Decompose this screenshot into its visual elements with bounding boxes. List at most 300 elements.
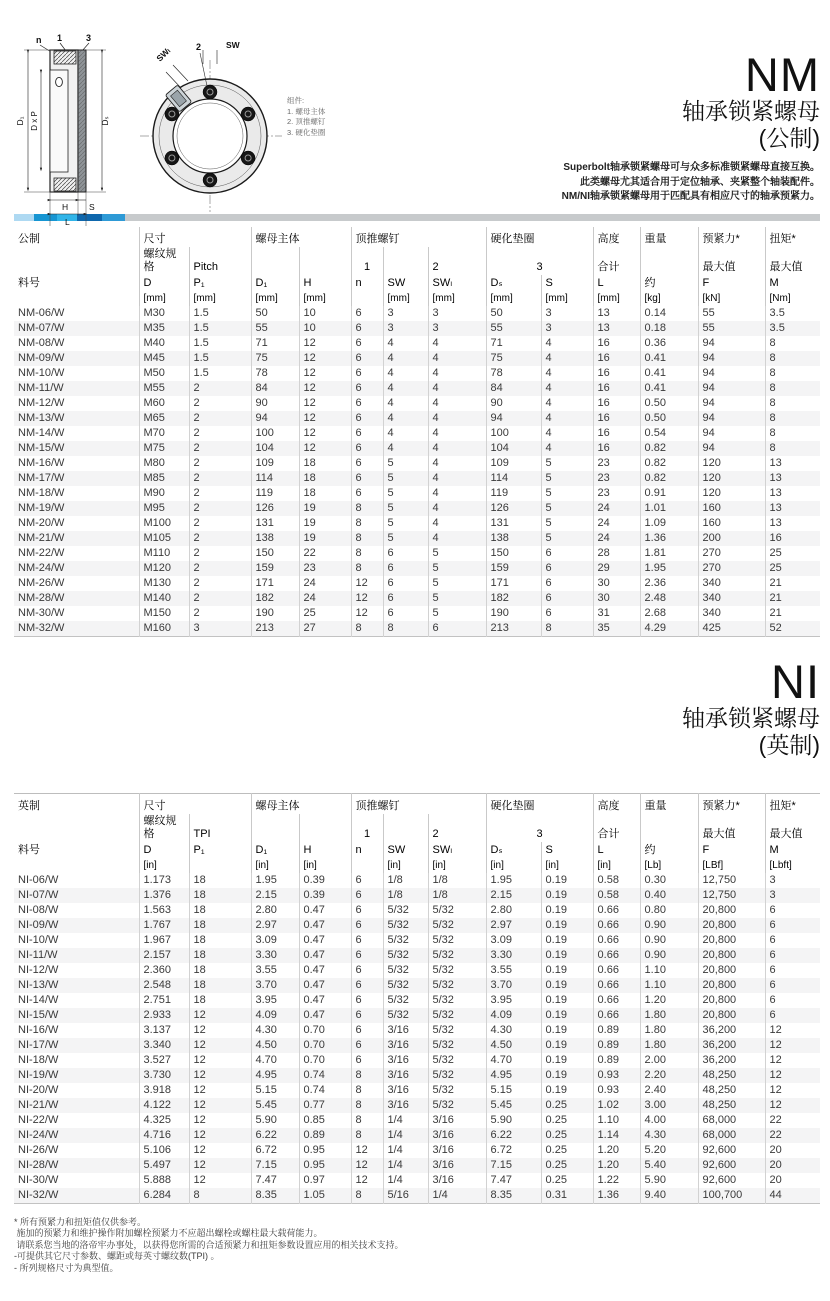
nm-description-line: NM/NI轴承锁紧螺母用于匹配具有相应尺寸的轴承预紧力。 <box>561 191 820 202</box>
table-row <box>14 933 820 948</box>
cell: 5 <box>383 501 428 516</box>
cell: 0.77 <box>299 1098 351 1113</box>
cell: 6 <box>351 948 383 963</box>
header-washer-group: 硬化垫圈 <box>486 794 593 814</box>
subheader-max-f: 最大值 <box>698 814 765 842</box>
footnotes <box>14 1217 816 1275</box>
cell: 1.22 <box>593 1173 640 1188</box>
cell: 6.72 <box>486 1143 541 1158</box>
cell: 8.35 <box>251 1188 299 1204</box>
cell: 4 <box>428 516 486 531</box>
cell: 5 <box>541 516 593 531</box>
cell: 27 <box>299 621 351 637</box>
cell: 6 <box>351 486 383 501</box>
cell: 24 <box>593 531 640 546</box>
unit-h: [in] <box>299 858 351 873</box>
cell: 160 <box>698 516 765 531</box>
cell: 3/16 <box>383 1053 428 1068</box>
cell: 8 <box>351 621 383 637</box>
cell: 6 <box>765 978 820 993</box>
cell: 5/32 <box>428 963 486 978</box>
cell: 12 <box>299 426 351 441</box>
cell: 1.80 <box>640 1023 698 1038</box>
cell: 3.918 <box>139 1083 189 1098</box>
cell: 9.40 <box>640 1188 698 1204</box>
cell: 2.80 <box>486 903 541 918</box>
cell: 12 <box>189 1173 251 1188</box>
cell: 90 <box>486 396 541 411</box>
cell: 6 <box>351 366 383 381</box>
col-part: 料号 <box>18 843 40 856</box>
cell: 1.10 <box>593 1113 640 1128</box>
cell: 20,800 <box>698 948 765 963</box>
cell: 6 <box>541 561 593 576</box>
cell: 1.5 <box>189 351 251 366</box>
col-n: n <box>351 275 383 291</box>
cell: 4 <box>383 411 428 426</box>
cell: 5/16 <box>383 1188 428 1204</box>
cell: 0.19 <box>541 933 593 948</box>
cell: NI-28/W <box>18 1158 59 1171</box>
cell: 6 <box>383 591 428 606</box>
cell: 12 <box>189 1113 251 1128</box>
cell: 6 <box>541 591 593 606</box>
cell: 2.97 <box>251 918 299 933</box>
color-bar-segment <box>125 214 820 221</box>
footnote-line: -可提供其它尺寸参数、螺距或每英寸螺纹数(TPI) 。 <box>14 1251 220 1261</box>
cell: 0.18 <box>640 321 698 336</box>
unit-h: [mm] <box>299 291 351 306</box>
cell: 12 <box>765 1053 820 1068</box>
front-view-drawing <box>132 36 287 214</box>
table-row <box>14 948 820 963</box>
cell: 6 <box>351 933 383 948</box>
cell: 13 <box>765 456 820 471</box>
table-row <box>14 621 820 637</box>
cell: 20,800 <box>698 993 765 1008</box>
col-approx: 约 <box>640 275 698 291</box>
cell: 71 <box>486 336 541 351</box>
cell: 0.47 <box>299 978 351 993</box>
cell: 6 <box>351 1023 383 1038</box>
cell: 0.50 <box>640 396 698 411</box>
cell: 0.70 <box>299 1053 351 1068</box>
header-torque-group: 扭矩* <box>765 227 820 247</box>
unit-d1: [mm] <box>251 291 299 306</box>
col-p1: P₁ <box>189 842 251 858</box>
cell: 20 <box>765 1143 820 1158</box>
table-row <box>14 531 820 546</box>
table-row <box>14 591 820 606</box>
cell: NI-12/W <box>18 963 59 976</box>
ni-title-block <box>682 655 820 759</box>
cell: 10 <box>299 321 351 336</box>
unit-m: [Lbft] <box>765 858 820 873</box>
subheader-2: 2 <box>428 814 486 842</box>
cell: 3.95 <box>486 993 541 1008</box>
subheader-tpi: TPI <box>189 814 251 842</box>
cell: 0.25 <box>541 1158 593 1173</box>
cell: 2 <box>189 561 251 576</box>
cell: 2.40 <box>640 1083 698 1098</box>
cell: 13 <box>765 501 820 516</box>
header-preload-group: 预紧力* <box>698 794 765 814</box>
cell: 48,250 <box>698 1068 765 1083</box>
cell: 6 <box>765 993 820 1008</box>
cell: 0.47 <box>299 903 351 918</box>
cell: 0.19 <box>541 993 593 1008</box>
table-row <box>14 606 820 621</box>
col-s: S <box>541 842 593 858</box>
cell: 5/32 <box>383 963 428 978</box>
cell: 0.25 <box>541 1173 593 1188</box>
cell: 0.47 <box>299 993 351 1008</box>
cell: 5.497 <box>139 1158 189 1173</box>
cell: NI-17/W <box>18 1038 59 1051</box>
subheader-max-m: 最大值 <box>765 247 820 275</box>
cell: M30 <box>139 306 189 321</box>
cell: 5/32 <box>428 1008 486 1023</box>
cell: 114 <box>486 471 541 486</box>
subheader-pitch: Pitch <box>189 247 251 275</box>
metric-table-body <box>14 306 820 637</box>
cell: 5 <box>383 531 428 546</box>
cell: 6 <box>351 1008 383 1023</box>
cell: 114 <box>251 471 299 486</box>
cell: 159 <box>486 561 541 576</box>
cell: 3.340 <box>139 1038 189 1053</box>
table-row <box>14 516 820 531</box>
cell: 50 <box>486 306 541 321</box>
label-ds: Dₛ <box>100 116 110 126</box>
cell: NM-21/W <box>18 532 65 544</box>
subheader-total: 合计 <box>593 247 640 275</box>
cell: 1/8 <box>383 873 428 888</box>
cell: 2 <box>189 606 251 621</box>
header-size-group: 尺寸 <box>139 227 251 247</box>
col-ds: Dₛ <box>486 842 541 858</box>
component-item: 3. 硬化垫圈 <box>287 127 326 137</box>
cell: 0.82 <box>640 456 698 471</box>
col-m: M <box>765 275 820 291</box>
cross-section-drawing <box>10 30 135 230</box>
cell: 0.66 <box>593 963 640 978</box>
table-row <box>14 1053 820 1068</box>
cell: M100 <box>139 516 189 531</box>
cell: 0.39 <box>299 888 351 903</box>
cell: 1.09 <box>640 516 698 531</box>
cell: NI-24/W <box>18 1128 59 1141</box>
cell: 160 <box>698 501 765 516</box>
cell: 0.39 <box>299 873 351 888</box>
cell: 0.74 <box>299 1083 351 1098</box>
cell: 3/16 <box>428 1158 486 1173</box>
cell: 6 <box>765 1008 820 1023</box>
cell: 425 <box>698 621 765 637</box>
cell: 6 <box>383 606 428 621</box>
cell: 16 <box>593 396 640 411</box>
cell: 18 <box>299 471 351 486</box>
cell: 6 <box>765 918 820 933</box>
cell: 0.90 <box>640 948 698 963</box>
cell: 12 <box>189 1158 251 1173</box>
cell: 16 <box>593 366 640 381</box>
cell: NI-15/W <box>18 1008 59 1021</box>
cell: 18 <box>189 948 251 963</box>
cell: NI-30/W <box>18 1173 59 1186</box>
cell: 13 <box>593 321 640 336</box>
cell: 190 <box>486 606 541 621</box>
cell: 2 <box>189 471 251 486</box>
cell: 5/32 <box>428 993 486 1008</box>
cell: 16 <box>593 426 640 441</box>
cell: 0.41 <box>640 381 698 396</box>
cell: 3.09 <box>251 933 299 948</box>
cell: 6 <box>383 576 428 591</box>
cell: 4 <box>428 426 486 441</box>
cell: 2 <box>189 576 251 591</box>
cell: 1/8 <box>383 888 428 903</box>
ni-subtitle-unit: (英制) <box>758 732 820 758</box>
col-f: F <box>698 842 765 858</box>
table-row <box>14 1023 820 1038</box>
cell: 3 <box>541 321 593 336</box>
cell: 84 <box>251 381 299 396</box>
cell: M80 <box>139 456 189 471</box>
cell: 24 <box>593 516 640 531</box>
cell: 100 <box>486 426 541 441</box>
cell: 8 <box>383 621 428 637</box>
table-row <box>14 1143 820 1158</box>
cell: 5 <box>541 456 593 471</box>
unit-s: [in] <box>541 858 593 873</box>
cell: 21 <box>765 591 820 606</box>
cell: 12 <box>189 1098 251 1113</box>
cell: 8 <box>351 561 383 576</box>
cell: 75 <box>251 351 299 366</box>
cell: 0.19 <box>541 873 593 888</box>
unit-l: [mm] <box>593 291 640 306</box>
cell: 19 <box>299 531 351 546</box>
cell: 68,000 <box>698 1113 765 1128</box>
cell: 0.89 <box>299 1128 351 1143</box>
cell: 1/8 <box>428 888 486 903</box>
cell: 5 <box>428 546 486 561</box>
col-swl: SWₗ <box>428 842 486 858</box>
cell: 0.25 <box>541 1113 593 1128</box>
cell: 4.09 <box>486 1008 541 1023</box>
cell: 1.5 <box>189 306 251 321</box>
cell: 12 <box>189 1068 251 1083</box>
table-row <box>14 1188 820 1204</box>
cell: 8 <box>351 1113 383 1128</box>
cell: 92,600 <box>698 1173 765 1188</box>
cell: 5 <box>383 516 428 531</box>
cell: 1/4 <box>383 1113 428 1128</box>
cell: 6 <box>351 456 383 471</box>
cell: 2.751 <box>139 993 189 1008</box>
col-d: D <box>139 275 189 291</box>
component-legend-heading: 组件: <box>287 96 305 105</box>
cell: 4.325 <box>139 1113 189 1128</box>
cell: 16 <box>593 336 640 351</box>
cell: 1/4 <box>383 1158 428 1173</box>
col-approx: 约 <box>640 842 698 858</box>
cell: 6 <box>351 888 383 903</box>
cell: 1.01 <box>640 501 698 516</box>
cell: NI-32/W <box>18 1188 59 1201</box>
cell: 4 <box>383 396 428 411</box>
col-swl: SWₗ <box>428 275 486 291</box>
cell: 159 <box>251 561 299 576</box>
col-sw: SW <box>383 842 428 858</box>
cell: NI-11/W <box>18 948 58 961</box>
cell: M55 <box>139 381 189 396</box>
nm-description-line: 此类螺母尤其适合用于定位轴承、夹紧整个轴装配件。 <box>580 176 820 188</box>
table-row <box>14 1128 820 1143</box>
cell: 50 <box>251 306 299 321</box>
cell: M65 <box>139 411 189 426</box>
header-system: 公制 <box>18 233 40 245</box>
cell: 0.90 <box>640 933 698 948</box>
nm-description-line: Superbolt轴承锁紧螺母可与众多标准锁紧螺母直接互换。 <box>563 162 820 173</box>
cell: 104 <box>486 441 541 456</box>
cell: 1/8 <box>428 873 486 888</box>
cell: 4 <box>383 441 428 456</box>
cell: 71 <box>251 336 299 351</box>
cell: 2.68 <box>640 606 698 621</box>
cell: 6 <box>351 471 383 486</box>
cell: 12 <box>765 1023 820 1038</box>
cell: 7.15 <box>251 1158 299 1173</box>
cell: NI-06/W <box>18 873 59 886</box>
cell: 4 <box>428 486 486 501</box>
cell: 94 <box>698 381 765 396</box>
unit-ds: [mm] <box>486 291 541 306</box>
cell: 36,200 <box>698 1023 765 1038</box>
cell: 19 <box>299 501 351 516</box>
cell: 5/32 <box>428 1023 486 1038</box>
cell: 12 <box>189 1008 251 1023</box>
header-system: 英制 <box>18 799 40 812</box>
table-row <box>14 456 820 471</box>
cell: 1/4 <box>428 1188 486 1204</box>
table-row <box>14 576 820 591</box>
table-row <box>14 1173 820 1188</box>
cell: NI-10/W <box>18 933 59 946</box>
cell: 18 <box>189 933 251 948</box>
cell: 2.15 <box>251 888 299 903</box>
table-row <box>14 903 820 918</box>
cell: 1.173 <box>139 873 189 888</box>
cell: 0.85 <box>299 1113 351 1128</box>
col-d1: D₁ <box>251 842 299 858</box>
cell: NM-08/W <box>18 337 65 349</box>
cell: 5/32 <box>383 1008 428 1023</box>
cell: 119 <box>251 486 299 501</box>
cell: 5 <box>428 576 486 591</box>
cell: NI-19/W <box>18 1068 59 1081</box>
cell: M85 <box>139 471 189 486</box>
cell: 30 <box>593 591 640 606</box>
cell: 20,800 <box>698 918 765 933</box>
cell: 270 <box>698 546 765 561</box>
cell: 5 <box>541 471 593 486</box>
cell: 2 <box>189 546 251 561</box>
cell: 2 <box>189 411 251 426</box>
cell: 12 <box>351 576 383 591</box>
cell: 4.122 <box>139 1098 189 1113</box>
cell: 3 <box>383 306 428 321</box>
cell: 1.36 <box>593 1188 640 1204</box>
metric-table-header <box>14 227 820 306</box>
cell: 68,000 <box>698 1128 765 1143</box>
table-row <box>14 501 820 516</box>
cell: 0.54 <box>640 426 698 441</box>
cell: M70 <box>139 426 189 441</box>
cell: 18 <box>189 903 251 918</box>
cell: 0.47 <box>299 918 351 933</box>
cell: 3/16 <box>383 1068 428 1083</box>
cell: 8 <box>765 426 820 441</box>
cell: 131 <box>251 516 299 531</box>
cell: 94 <box>698 351 765 366</box>
cell: 5.45 <box>486 1098 541 1113</box>
cell: 44 <box>765 1188 820 1204</box>
cell: NM-09/W <box>18 352 65 364</box>
cell: 4 <box>428 381 486 396</box>
cell: 8 <box>351 1068 383 1083</box>
cell: 4 <box>541 351 593 366</box>
header-washer-group: 硬化垫圈 <box>486 227 593 247</box>
subheader-2: 2 <box>428 247 486 275</box>
cell: 5.90 <box>486 1113 541 1128</box>
cell: 0.31 <box>541 1188 593 1204</box>
cell: 6 <box>351 336 383 351</box>
cell: NM-18/W <box>18 487 65 499</box>
cell: 0.47 <box>299 1008 351 1023</box>
cell: 55 <box>251 321 299 336</box>
cell: 6.284 <box>139 1188 189 1204</box>
ni-section <box>0 637 830 793</box>
cell: 8 <box>189 1188 251 1204</box>
cell: 5/32 <box>428 918 486 933</box>
cell: 3/16 <box>428 1113 486 1128</box>
cell: 5 <box>428 561 486 576</box>
label-s: S <box>89 202 95 212</box>
cell: 3/16 <box>383 1038 428 1053</box>
cell: 5.15 <box>486 1083 541 1098</box>
header-nut-body-group: 螺母主体 <box>251 227 351 247</box>
cell: 18 <box>189 993 251 1008</box>
cell: 5/32 <box>428 1098 486 1113</box>
cell: NM-28/W <box>18 592 65 604</box>
cell: 13 <box>765 471 820 486</box>
cell: 5/32 <box>383 948 428 963</box>
label-l: L <box>65 217 70 227</box>
cell: 3 <box>428 321 486 336</box>
cell: 4 <box>541 441 593 456</box>
cell: 1/4 <box>383 1128 428 1143</box>
cell: 0.41 <box>640 366 698 381</box>
cell: 2 <box>189 396 251 411</box>
cell: 171 <box>486 576 541 591</box>
cell: 12 <box>351 1173 383 1188</box>
cell: 12 <box>351 606 383 621</box>
cell: 0.47 <box>299 933 351 948</box>
cell: 3 <box>541 306 593 321</box>
cell: NM-30/W <box>18 607 65 619</box>
